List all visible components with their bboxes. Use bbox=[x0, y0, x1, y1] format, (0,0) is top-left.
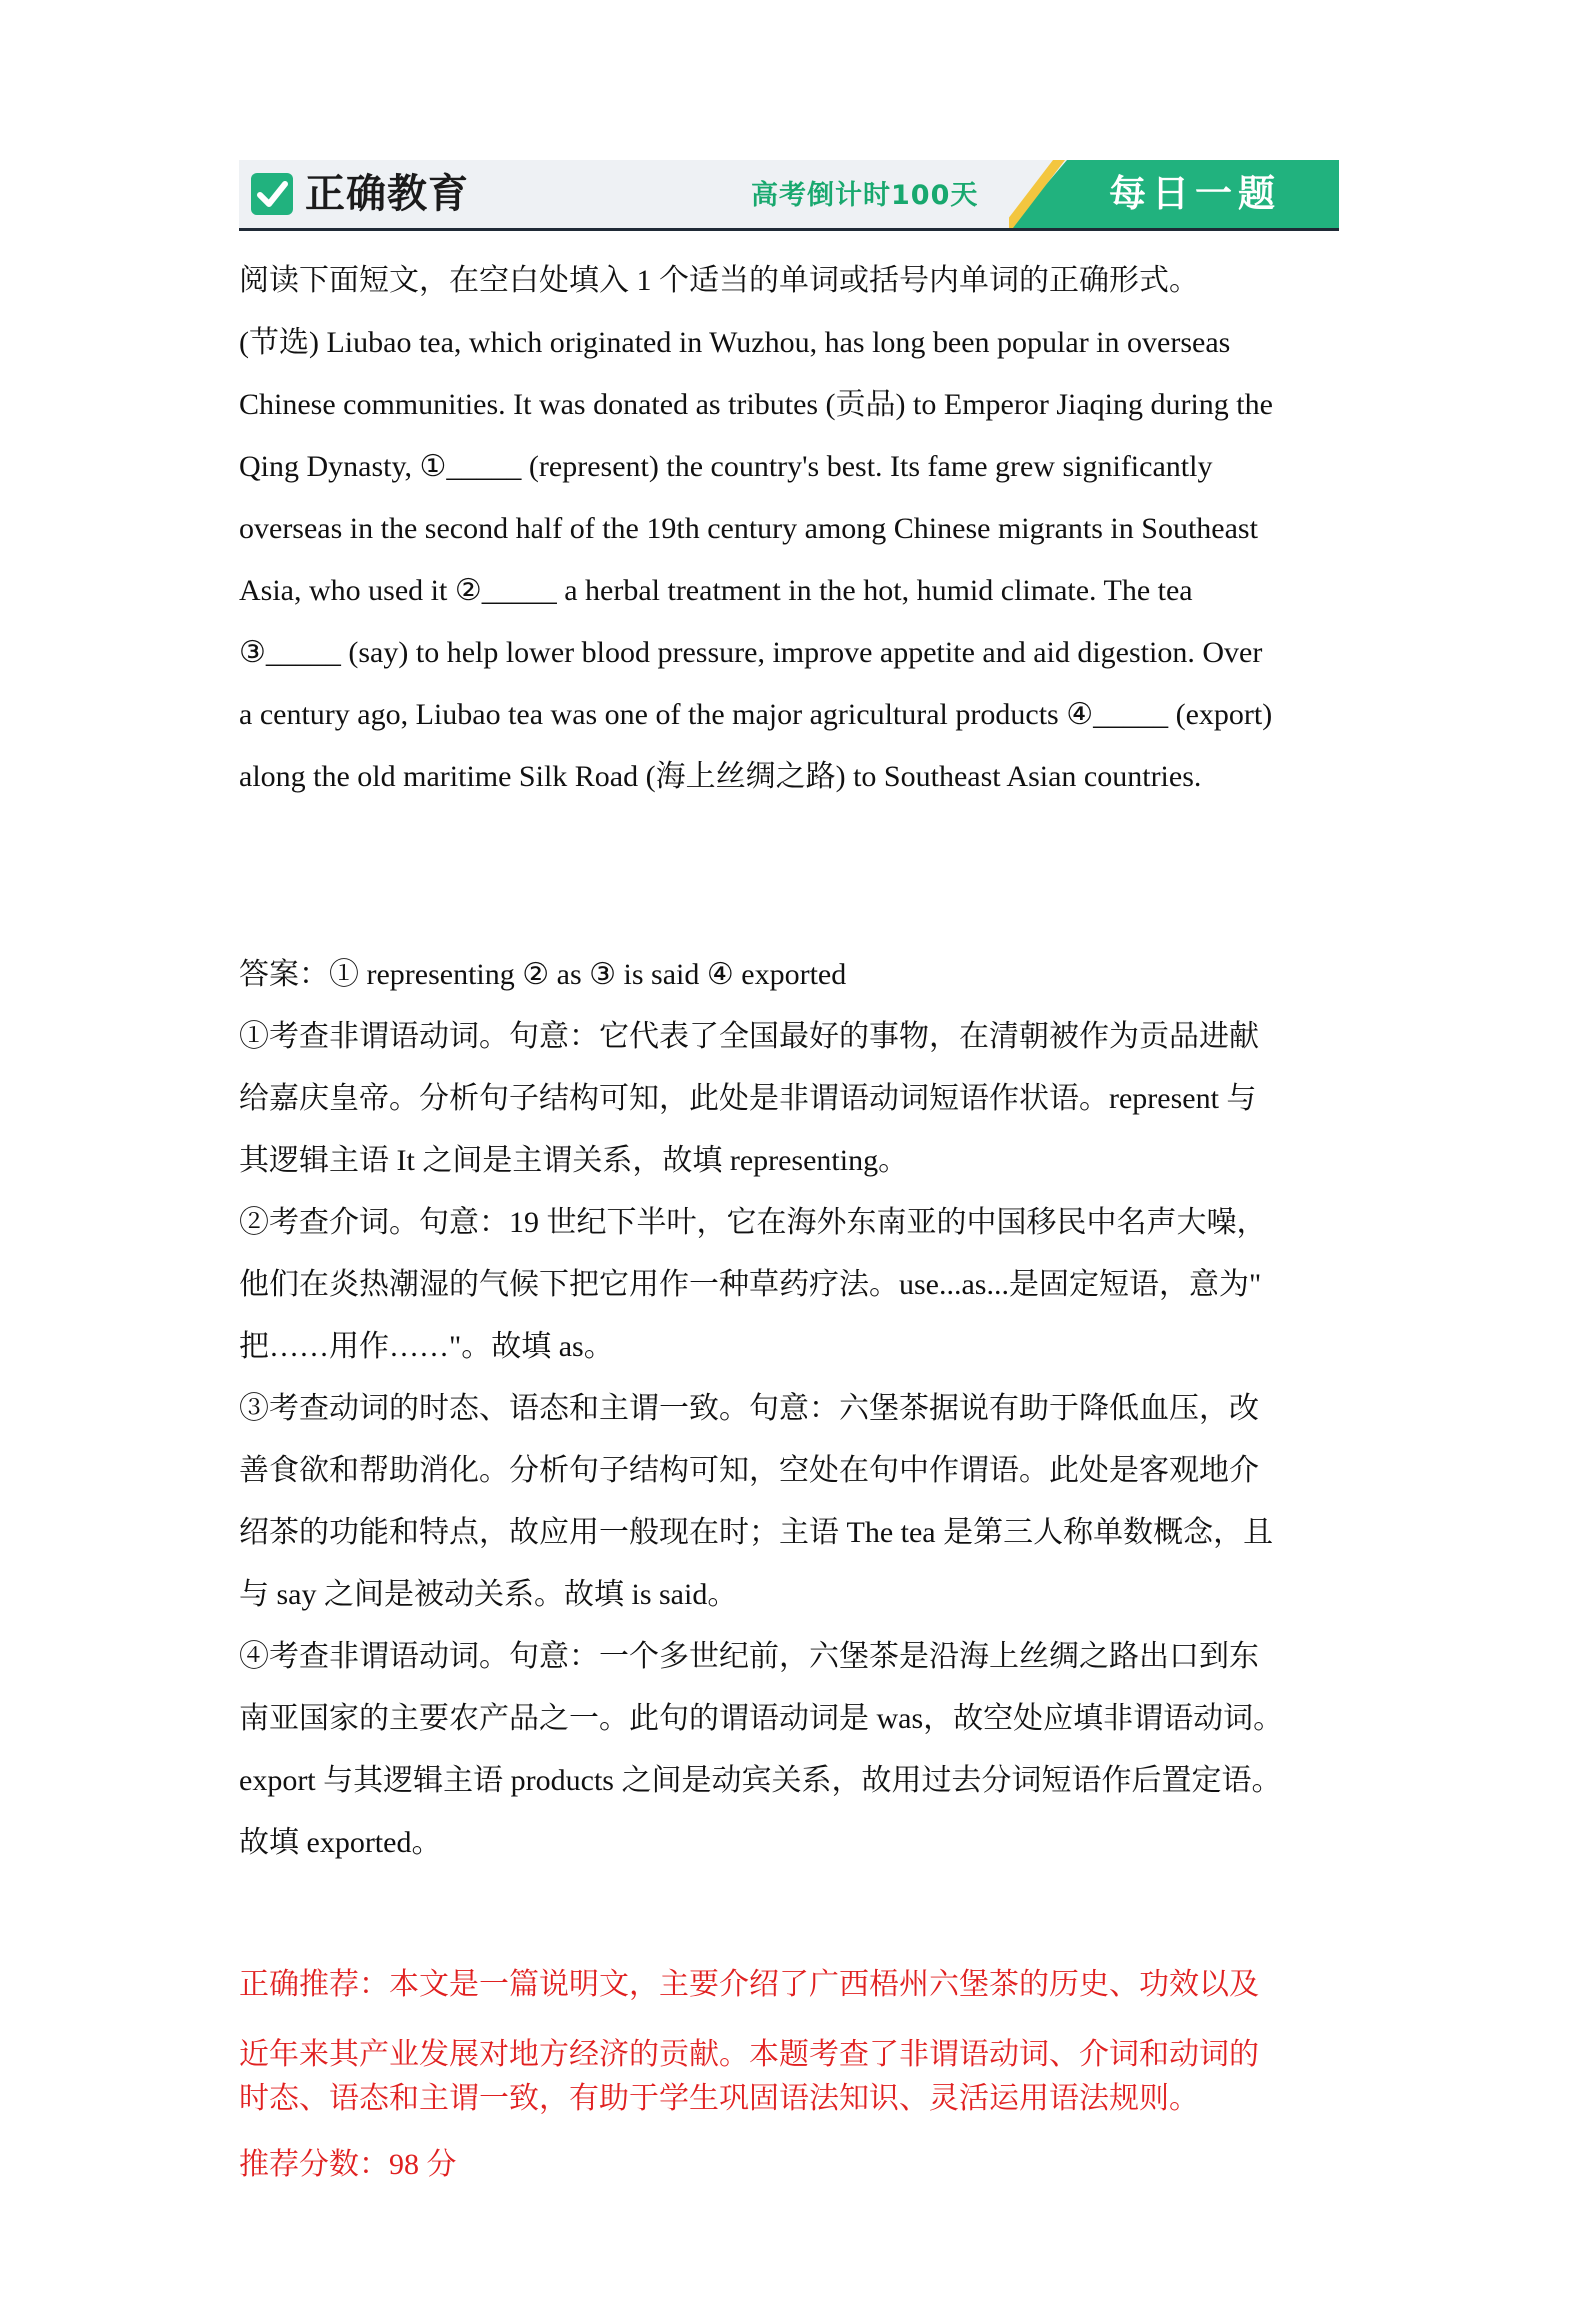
header-banner bbox=[239, 160, 1339, 231]
question-line: Asia, who used it ②_____ a herbal treatment in the hot, humid climate. The tea bbox=[239, 574, 1193, 607]
answer-line: 与 say 之间是被动关系。故填 is said。 bbox=[239, 1578, 738, 1611]
answer-line: 他们在炎热潮湿的气候下把它用作一种草药疗法。use...as...是固定短语，意为" bbox=[239, 1268, 1262, 1301]
answer-line: ①考查非谓语动词。句意：它代表了全国最好的事物，在清朝被作为贡品进献 bbox=[239, 1020, 1259, 1053]
answer-line: 把……用作……"。故填 as。 bbox=[239, 1330, 614, 1363]
question-line: overseas in the second half of the 19th century among Chinese migrants in Southeast bbox=[239, 512, 1258, 545]
answer-line: 绍茶的功能和特点，故应用一般现在时；主语 The tea 是第三人称单数概念，且 bbox=[239, 1516, 1274, 1549]
answer-line: export 与其逻辑主语 products 之间是动宾关系，故用过去分词短语作后置定语。 bbox=[239, 1764, 1282, 1797]
question-line: 阅读下面短文，在空白处填入 1 个适当的单词或括号内单词的正确形式。 bbox=[239, 264, 1199, 297]
answer-line: 给嘉庆皇帝。分析句子结构可知，此处是非谓语动词短语作状语。represent 与 bbox=[239, 1082, 1257, 1115]
question-line: Chinese communities. It was donated as tributes (贡品) to Emperor Jiaqing during the bbox=[239, 388, 1273, 421]
recommend-score: 推荐分数：98 分 bbox=[239, 2148, 457, 2181]
countdown-text: 高考倒计时100天 bbox=[751, 180, 979, 211]
answer-line: ②考查介词。句意：19 世纪下半叶，它在海外东南亚的中国移民中名声大噪， bbox=[239, 1206, 1267, 1239]
answer-line: 故填 exported。 bbox=[239, 1826, 442, 1859]
logo-text: 正确教育 bbox=[305, 171, 469, 217]
recommend-line: 近年来其产业发展对地方经济的贡献。本题考查了非谓语动词、介词和动词的 bbox=[239, 2038, 1259, 2071]
answer-line: 善食欲和帮助消化。分析句子结构可知，空处在句中作谓语。此处是客观地介 bbox=[239, 1454, 1259, 1487]
recommend-line: 正确推荐：本文是一篇说明文，主要介绍了广西梧州六堡茶的历史、功效以及 bbox=[239, 1968, 1259, 2001]
answer-section bbox=[239, 944, 1343, 1874]
answer-line: ③考查动词的时态、语态和主谓一致。句意：六堡茶据说有助于降低血压，改 bbox=[239, 1392, 1259, 1425]
answer-line: 其逻辑主语 It 之间是主谓关系，故填 representing。 bbox=[239, 1144, 909, 1177]
answer-line: ④考查非谓语动词。句意：一个多世纪前，六堡茶是沿海上丝绸之路出口到东 bbox=[239, 1640, 1259, 1673]
check-logo-icon bbox=[251, 173, 293, 215]
daily-question-tag: 每日一题 bbox=[1109, 172, 1281, 215]
answer-line: 南亚国家的主要农产品之一。此句的谓语动词是 was，故空处应填非谓语动词。 bbox=[239, 1702, 1284, 1735]
question-line: Qing Dynasty, ①_____ (represent) the country's best. Its fame grew significantly bbox=[239, 450, 1213, 483]
recommend-section bbox=[239, 1954, 1343, 2202]
content bbox=[239, 250, 1343, 2202]
question-line: ③_____ (say) to help lower blood pressure, improve appetite and aid digestion. Over bbox=[239, 636, 1263, 669]
answer-line: 答案：① representing ② as ③ is said ④ exported bbox=[239, 958, 847, 991]
recommend-line: 时态、语态和主谓一致，有助于学生巩固语法知识、灵活运用语法规则。 bbox=[239, 2082, 1199, 2115]
question-line: (节选) Liubao tea, which originated in Wuzhou, has long been popular in overseas bbox=[239, 326, 1231, 359]
question-line: along the old maritime Silk Road (海上丝绸之路) to Southeast Asian countries. bbox=[239, 760, 1202, 793]
question-line: a century ago, Liubao tea was one of the major agricultural products ④_____ (export) bbox=[239, 698, 1273, 731]
question-section bbox=[239, 250, 1343, 808]
